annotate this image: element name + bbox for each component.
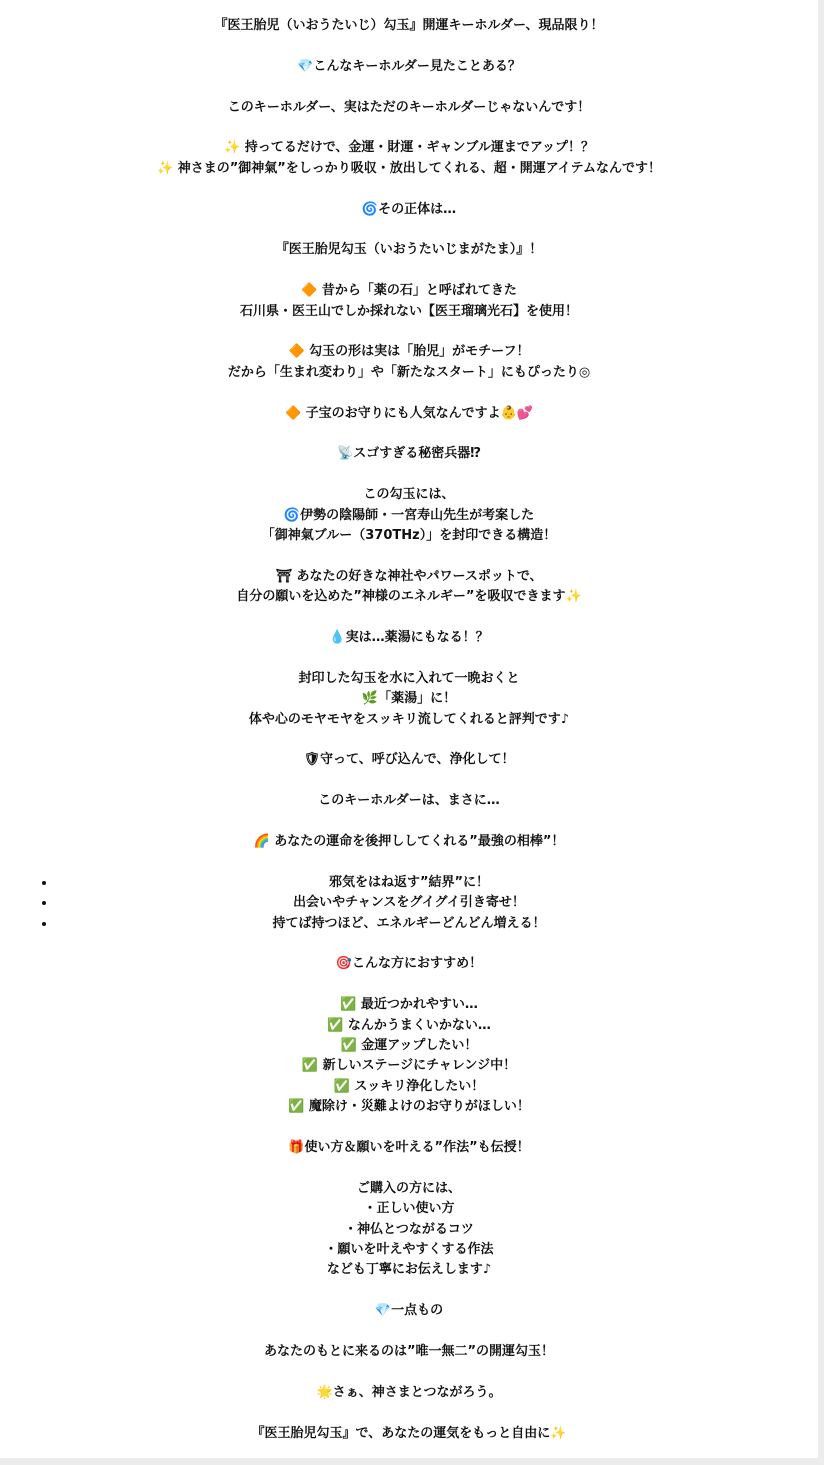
bottom-paragraph (0, 1424, 818, 1444)
text-line: ・神仏とつながるコツ (344, 1221, 474, 1237)
text-line: ご購入の方には、 (356, 1180, 461, 1196)
top-paragraph (0, 485, 818, 546)
top-paragraph (0, 404, 818, 424)
top-paragraph (0, 200, 818, 220)
bottom-paragraph (0, 954, 818, 974)
text-line: なども丁寧にお伝えします♪ (326, 1262, 492, 1278)
text-line: 『医王胎児勾玉』で、あなたの運気をもっと自由に✨ (251, 1425, 567, 1441)
top-paragraph (0, 16, 818, 36)
top-paragraph (0, 281, 818, 322)
benefit-item: • 持てば持つほど、エネルギーどんどん増える！ (56, 914, 818, 934)
rainbow-line: 🌈 あなたの運命を後押ししてくれる”最強の相棒”！ (253, 834, 565, 849)
text-line: 『医王胎児（いおうたいじ）勾玉』開運キーホルダー、現品限り！ (214, 18, 604, 33)
text-line: 🌟さぁ、神さまとつながろう。 (316, 1384, 502, 1400)
bottom-paragraph (0, 1383, 818, 1403)
top-paragraph (0, 567, 818, 608)
text-line: ✅ スッキリ浄化したい！ (333, 1078, 485, 1094)
text-line: 🔶 昔から「薬の石」と呼ばれてきた (301, 283, 517, 299)
text-line: 🛡守って、呼び込んで、浄化して！ (303, 752, 515, 768)
bottom-paragraph (0, 1179, 818, 1281)
description-top (0, 16, 818, 812)
text-line: 封印した勾玉を水に入れて一晩おくと (298, 670, 520, 686)
description-bottom (0, 954, 818, 1444)
text-line: ✅ なんかうまくいかない… (327, 1017, 491, 1033)
text-line: ⛩ あなたの好きな神社やパワースポットで、 (275, 568, 543, 584)
text-line: 📡スゴすぎる秘密兵器⁉ (337, 446, 481, 462)
text-line: ✅ 新しいステージにチャレンジ中！ (301, 1058, 517, 1074)
top-paragraph (0, 342, 818, 383)
text-line: ✅ 最近つかれやすい… (340, 997, 478, 1013)
text-line: 体や心のモヤモヤをスッキリ流してくれると評判です♪ (248, 711, 570, 727)
text-line: 💧実は…薬湯にもなる！？ (329, 630, 489, 645)
text-line: 💎一点もの (374, 1303, 444, 1319)
top-paragraph (0, 791, 818, 811)
text-line: 🌀伊勢の陰陽師・一宮寿山先生が考案した (283, 507, 535, 523)
top-paragraph (0, 669, 818, 730)
top-paragraph (0, 628, 818, 648)
text-line: 🎁使い方＆願いを叶える”作法”も伝授！ (288, 1140, 530, 1156)
benefit-item: • 邪気をはね返す”結界”に！ (56, 873, 818, 893)
top-paragraph (0, 57, 818, 77)
text-line: ✨ 持ってるだけで、金運・財運・ギャンブル運までアップ！？ (223, 140, 595, 156)
text-line: この勾玉には、 (363, 487, 455, 503)
text-line: ・正しい使い方 (363, 1201, 455, 1217)
text-line: だから「生まれ変わり」や「新たなスタート」にもぴったり◎ (227, 364, 591, 380)
top-paragraph (0, 98, 818, 118)
text-line: 石川県・医王山でしか採れない【医王瑠璃光石】を使用！ (239, 303, 578, 319)
text-line: 🔶 子宝のお守りにも人気なんですよ👶💕 (284, 405, 534, 421)
text-line: ✨ 神さまの”御神氣”をしっかり吸収・放出してくれる、超・開運アイテムなんです！ (157, 160, 661, 176)
text-line: ✅ 魔除け・災難よけのお守りがほしい！ (288, 1099, 530, 1115)
bottom-paragraph (0, 1342, 818, 1362)
bottom-paragraph (0, 1301, 818, 1321)
bottom-paragraph (0, 1138, 818, 1158)
top-paragraph (0, 138, 818, 179)
text-line: 『医王胎児勾玉（いおうたいじまがたま）』！ (275, 242, 543, 258)
text-line: 🌀その正体は… (361, 201, 457, 217)
benefit-list (0, 873, 818, 934)
text-line: ✅ 金運アップしたい！ (340, 1038, 478, 1054)
text-line: このキーホルダーは、まさに… (318, 793, 500, 809)
rainbow-paragraph (0, 832, 818, 852)
text-line: 🌿「薬湯」に！ (361, 691, 457, 707)
text-line: 自分の願いを込めた”神様のエネルギー”を吸収できます✨ (236, 589, 582, 605)
text-line: このキーホルダー、実はただのキーホルダーじゃないんです！ (227, 99, 591, 115)
top-paragraph (0, 444, 818, 464)
bottom-paragraph (0, 995, 818, 1117)
top-paragraph (0, 240, 818, 260)
text-line: 「御神氣ブルー（370THz）」を封印できる構造！ (261, 528, 557, 543)
text-line: あなたのもとに来るのは”唯一無二”の開運勾玉！ (263, 1344, 555, 1360)
benefit-item: • 出会いやチャンスをグイグイ引き寄せ！ (56, 893, 818, 913)
top-paragraph (0, 750, 818, 770)
text-line: 🔶 勾玉の形は実は「胎児」がモチーフ！ (288, 344, 530, 360)
text-line: 💎こんなキーホルダー見たことある？ (297, 58, 521, 74)
text-line: 🎯こんな方におすすめ！ (335, 956, 483, 972)
text-line: ・願いを叶えやすくする作法 (324, 1242, 494, 1258)
